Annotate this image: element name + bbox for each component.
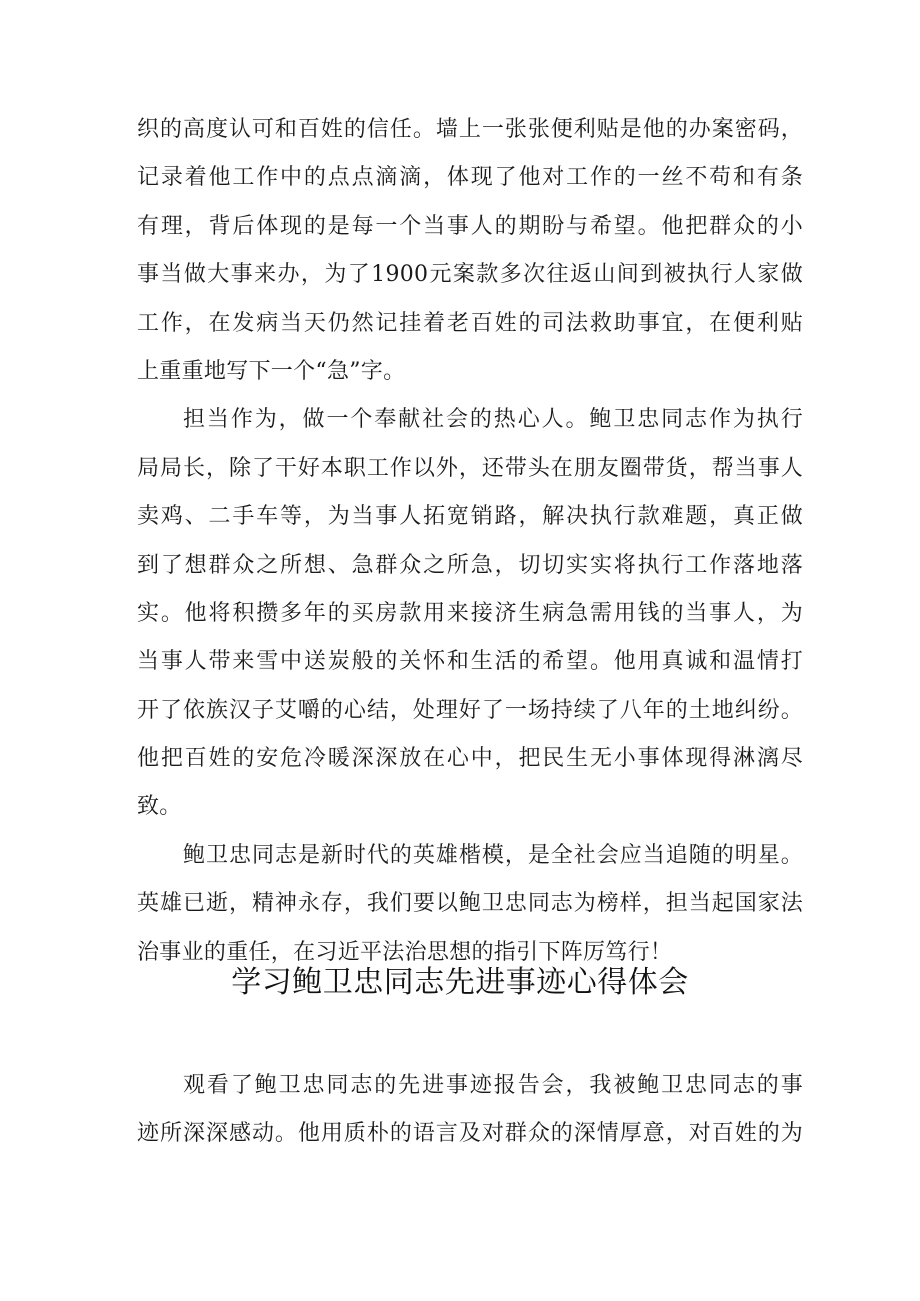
text-line: 迹所深深感动。他用质朴的语言及对群众的深情厚意，对百姓的为 bbox=[137, 1121, 803, 1147]
text-line: 卖鸡、二手车等，为当事人拓宽销路，解决执行款难题，真正做 bbox=[137, 504, 803, 530]
text-line: 到了想群众之所想、急群众之所急，切切实实将执行工作落地落 bbox=[137, 552, 803, 578]
paragraph-3 bbox=[137, 832, 803, 977]
text-line: 担当作为，做一个奉献社会的热心人。鲍卫忠同志作为执行 bbox=[183, 407, 803, 433]
article-heading: 学习鲍卫忠同志先进事迹心得体会 bbox=[231, 965, 689, 1000]
text-line: 他把百姓的安危冷暖深深放在心中，把民生无小事体现得淋漓尽 bbox=[137, 746, 803, 772]
paragraph-2 bbox=[137, 396, 803, 832]
document-body-top bbox=[137, 106, 803, 977]
text-line: 鲍卫忠同志是新时代的英雄楷模，是全社会应当追随的明星。 bbox=[183, 842, 803, 868]
text-line: 致。 bbox=[137, 794, 182, 820]
text-line: 局局长，除了干好本职工作以外，还带头在朋友圈带货，帮当事人 bbox=[137, 455, 803, 481]
text-line: 英雄已逝，精神永存，我们要以鲍卫忠同志为榜样，担当起国家法 bbox=[137, 891, 803, 917]
text-line: 织的高度认可和百姓的信任。墙上一张张便利贴是他的办案密码， bbox=[137, 117, 803, 142]
paragraph-1 bbox=[137, 106, 803, 396]
text-line: 当事人带来雪中送炭般的关怀和生活的希望。他用真诚和温情打 bbox=[137, 649, 803, 675]
text-line: 工作，在发病当天仍然记挂着老百姓的司法救助事宜，在便利贴 bbox=[137, 310, 803, 336]
document-body-bottom bbox=[137, 1062, 803, 1159]
text-line: 观看了鲍卫忠同志的先进事迹报告会，我被鲍卫忠同志的事 bbox=[183, 1073, 803, 1098]
text-line: 实。他将积攒多年的买房款用来接济生病急需用钱的当事人，为 bbox=[137, 600, 803, 626]
text-line: 上重重地写下一个“急”字。 bbox=[137, 358, 406, 384]
text-line: 开了依族汉子艾嚼的心结，处理好了一场持续了八年的土地纠纷。 bbox=[137, 697, 803, 723]
text-line: 记录着他工作中的点点滴滴，体现了他对工作的一丝不苟和有条 bbox=[137, 165, 803, 191]
text-line: 有理，背后体现的是每一个当事人的期盼与希望。他把群众的小 bbox=[137, 213, 803, 239]
text-line: 事当做大事来办，为了1900元案款多次往返山间到被执行人家做 bbox=[137, 262, 803, 288]
text-line: 治事业的重任，在习近平法治思想的指引下阵厉笃行！ bbox=[137, 939, 673, 965]
paragraph-4 bbox=[137, 1062, 803, 1159]
